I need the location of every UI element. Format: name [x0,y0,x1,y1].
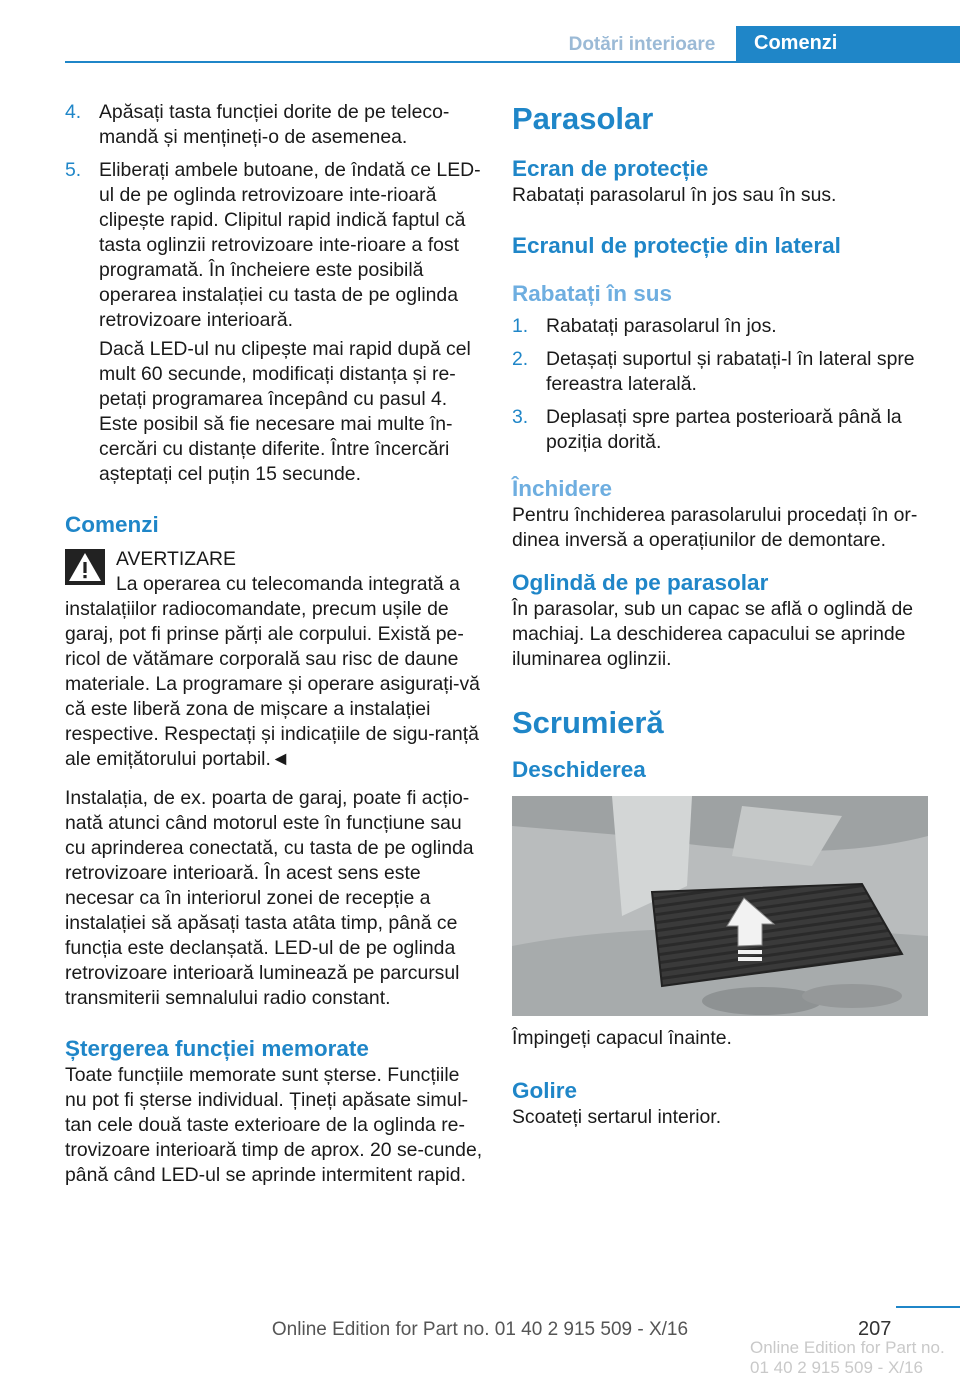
warning-triangle-icon [65,549,105,585]
warning-text: instalațiilor radiocomandate, precum ușile de garaj, pot fi prinse părți ale corpului. Există pe-ricol de vătămare corporală sau risc de daune materiale. La programare și operare asigurați-vă că este liberă zona de mișcare a instalației respective. Respectați și indicațiile de sigu-ranță ale emițătorului portabil.◄ [65,598,480,770]
step-text: Rabatați parasolarul în jos. [546,315,777,337]
heading-ecran: Ecran de protecție [512,156,709,181]
page-number: 207 [858,1318,892,1340]
paragraph-ecran: Rabatați parasolarul în jos sau în sus. [512,184,837,206]
footer-edition: Online Edition for Part no. 01 40 2 915 509 - X/16 [271,1319,689,1340]
warning-block [65,547,483,772]
paragraph-install: Instalația, de ex. poarta de garaj, poate fi acțio-nată atunci când motorul este în funcțiune sau cu aprinderea conectată, cu tasta de pe oglinda retrovizoare interioară. În acest sens este necesar ca în interiorul zonei de recepție a instalației să apăsați tasta atâta timp, până ce funcția este declanșată. LED-ul de pe oglinda retrovizoare interioară luminează pe parcursul transmiterii semnalului radio constant. [65,787,474,1009]
heading-golire: Golire [512,1078,578,1103]
header-rule [65,61,960,63]
step-4 [65,100,483,150]
paragraph-delete: Toate funcțiile memorate sunt șterse. Funcțiile nu pot fi șterse individual. Țineți apăsate simul-tan cele două taste exterioare de la oglinda re-trovizoare interioară timp de aprox. 20 se-cunde, până când LED-ul se aprinde intermitent rapid. [65,1064,483,1186]
warning-first-line: La operarea cu telecomanda integrată a [116,573,460,595]
heading-comenzi: Comenzi [65,512,159,537]
paragraph-oglinda: În parasolar, sub un capac se află o oglindă de machiaj. La deschiderea capacului se aprinde iluminarea oglinzii. [512,598,914,670]
list-item [512,347,930,397]
paragraph-deschiderea: Împingeți capacul înainte. [512,1027,732,1049]
header-tab-comenzi: Comenzi [736,26,960,63]
list-item [512,405,930,455]
warning-title: AVERTIZARE [116,548,236,570]
step-text: Deplasați spre partea posterioară până la poziția dorită. [546,406,902,453]
right-column [512,100,930,1130]
ashtray-illustration [512,796,928,1016]
title-scrumiera: Scrumieră [512,705,664,740]
left-column [65,100,483,1188]
footer-rule [896,1306,960,1308]
step-number: 5. [65,159,82,181]
title-parasolar: Parasolar [512,101,654,136]
watermark: Online Edition for Part no. 01 40 2 915 509 - X/16 [750,1338,945,1377]
heading-lateral: Ecranul de protecție din lateral [512,233,841,258]
list-item [512,314,930,339]
heading-delete: Ștergerea funcției memorate [65,1036,369,1061]
step-number: 2. [512,348,529,370]
steps-list [512,314,930,455]
heading-inchidere: Închidere [512,476,613,501]
paragraph-inchidere: Pentru închiderea parasolarului procedați în or-dinea inversă a operațiunilor de demontare. [512,504,918,551]
step-number: 1. [512,315,529,337]
step-number: 4. [65,101,82,123]
step-5-note: Dacă LED-ul nu clipește mai rapid după cel mult 60 secunde, modificați distanța și re-petați programarea începând cu pasul 4. Este posibil să fie necesare mai multe în-cercări cu distanțe diferite. Între încercări așteptați cel puțin 15 secunde. [99,338,471,485]
header-section-title: Dotări interioare [568,34,716,55]
heading-oglinda: Oglindă de pe parasolar [512,570,769,595]
step-5 [65,158,483,333]
step-text: Detașați suportul și rabatați-l în lateral spre fereastra laterală. [546,348,915,395]
paragraph-golire: Scoateți sertarul interior. [512,1106,722,1128]
step-text: Apăsați tasta funcției dorite de pe teleco-mandă și mențineți-o de asemenea. [99,101,450,148]
heading-deschiderea: Deschiderea [512,757,646,782]
step-number: 3. [512,406,529,428]
heading-rabatati: Rabatați în sus [512,281,673,306]
step-text: Eliberați ambele butoane, de îndată ce LED-ul de pe oglinda retrovizoare inte-rioară clipește rapid. Clipitul rapid indică faptul că tasta oglinzii retrovizoare inte-rioare a fost programată. În încheiere este posibilă operarea instalației cu tasta de pe oglinda retrovizoare interioară. [99,159,481,331]
